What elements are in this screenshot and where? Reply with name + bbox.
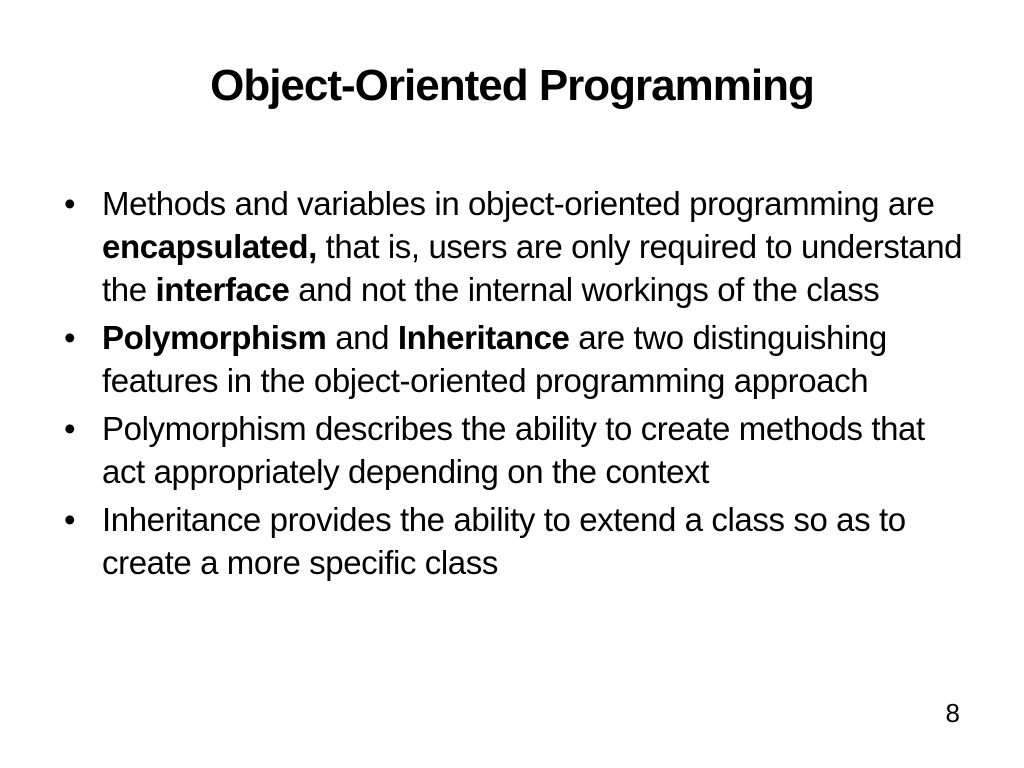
bullet-icon: • xyxy=(64,501,76,538)
bullet-icon: • xyxy=(64,319,76,356)
bullet-text-segment: that is, users are only required to understand the xyxy=(102,228,963,308)
bullet-text-bold-segment: encapsulated, xyxy=(102,228,317,265)
bullet-text-bold-segment: interface xyxy=(155,271,290,308)
page-number: 8 xyxy=(945,698,960,728)
bullet-text xyxy=(102,319,887,399)
bullet-text-segment: Polymorphism describes the ability to create methods that act appropriately depending on the context xyxy=(102,410,925,490)
slide-title: Object-Oriented Programming xyxy=(210,61,814,110)
list-item xyxy=(62,407,964,493)
bullet-text xyxy=(102,501,906,581)
bullet-icon: • xyxy=(64,410,76,447)
bullet-text-segment: Inheritance provides the ability to extend a class so as to create a more specific class xyxy=(102,501,906,581)
bullet-text-segment: and not the internal workings of the class xyxy=(289,271,880,308)
bullet-text-segment: Methods and variables in object-oriented programming are xyxy=(102,185,935,222)
bullet-list xyxy=(62,182,964,589)
bullet-text-segment: and xyxy=(326,319,398,356)
list-item xyxy=(62,498,964,584)
bullet-text-bold-segment: Polymorphism xyxy=(102,319,327,356)
bullet-text-bold-segment: Inheritance xyxy=(397,319,570,356)
bullet-text-segment: are two distinguishing features in the object-oriented programming approach xyxy=(102,319,887,399)
bullet-text xyxy=(102,185,962,308)
list-item xyxy=(62,316,964,402)
list-item xyxy=(62,182,964,311)
bullet-icon: • xyxy=(64,185,76,222)
bullet-text xyxy=(102,410,925,490)
